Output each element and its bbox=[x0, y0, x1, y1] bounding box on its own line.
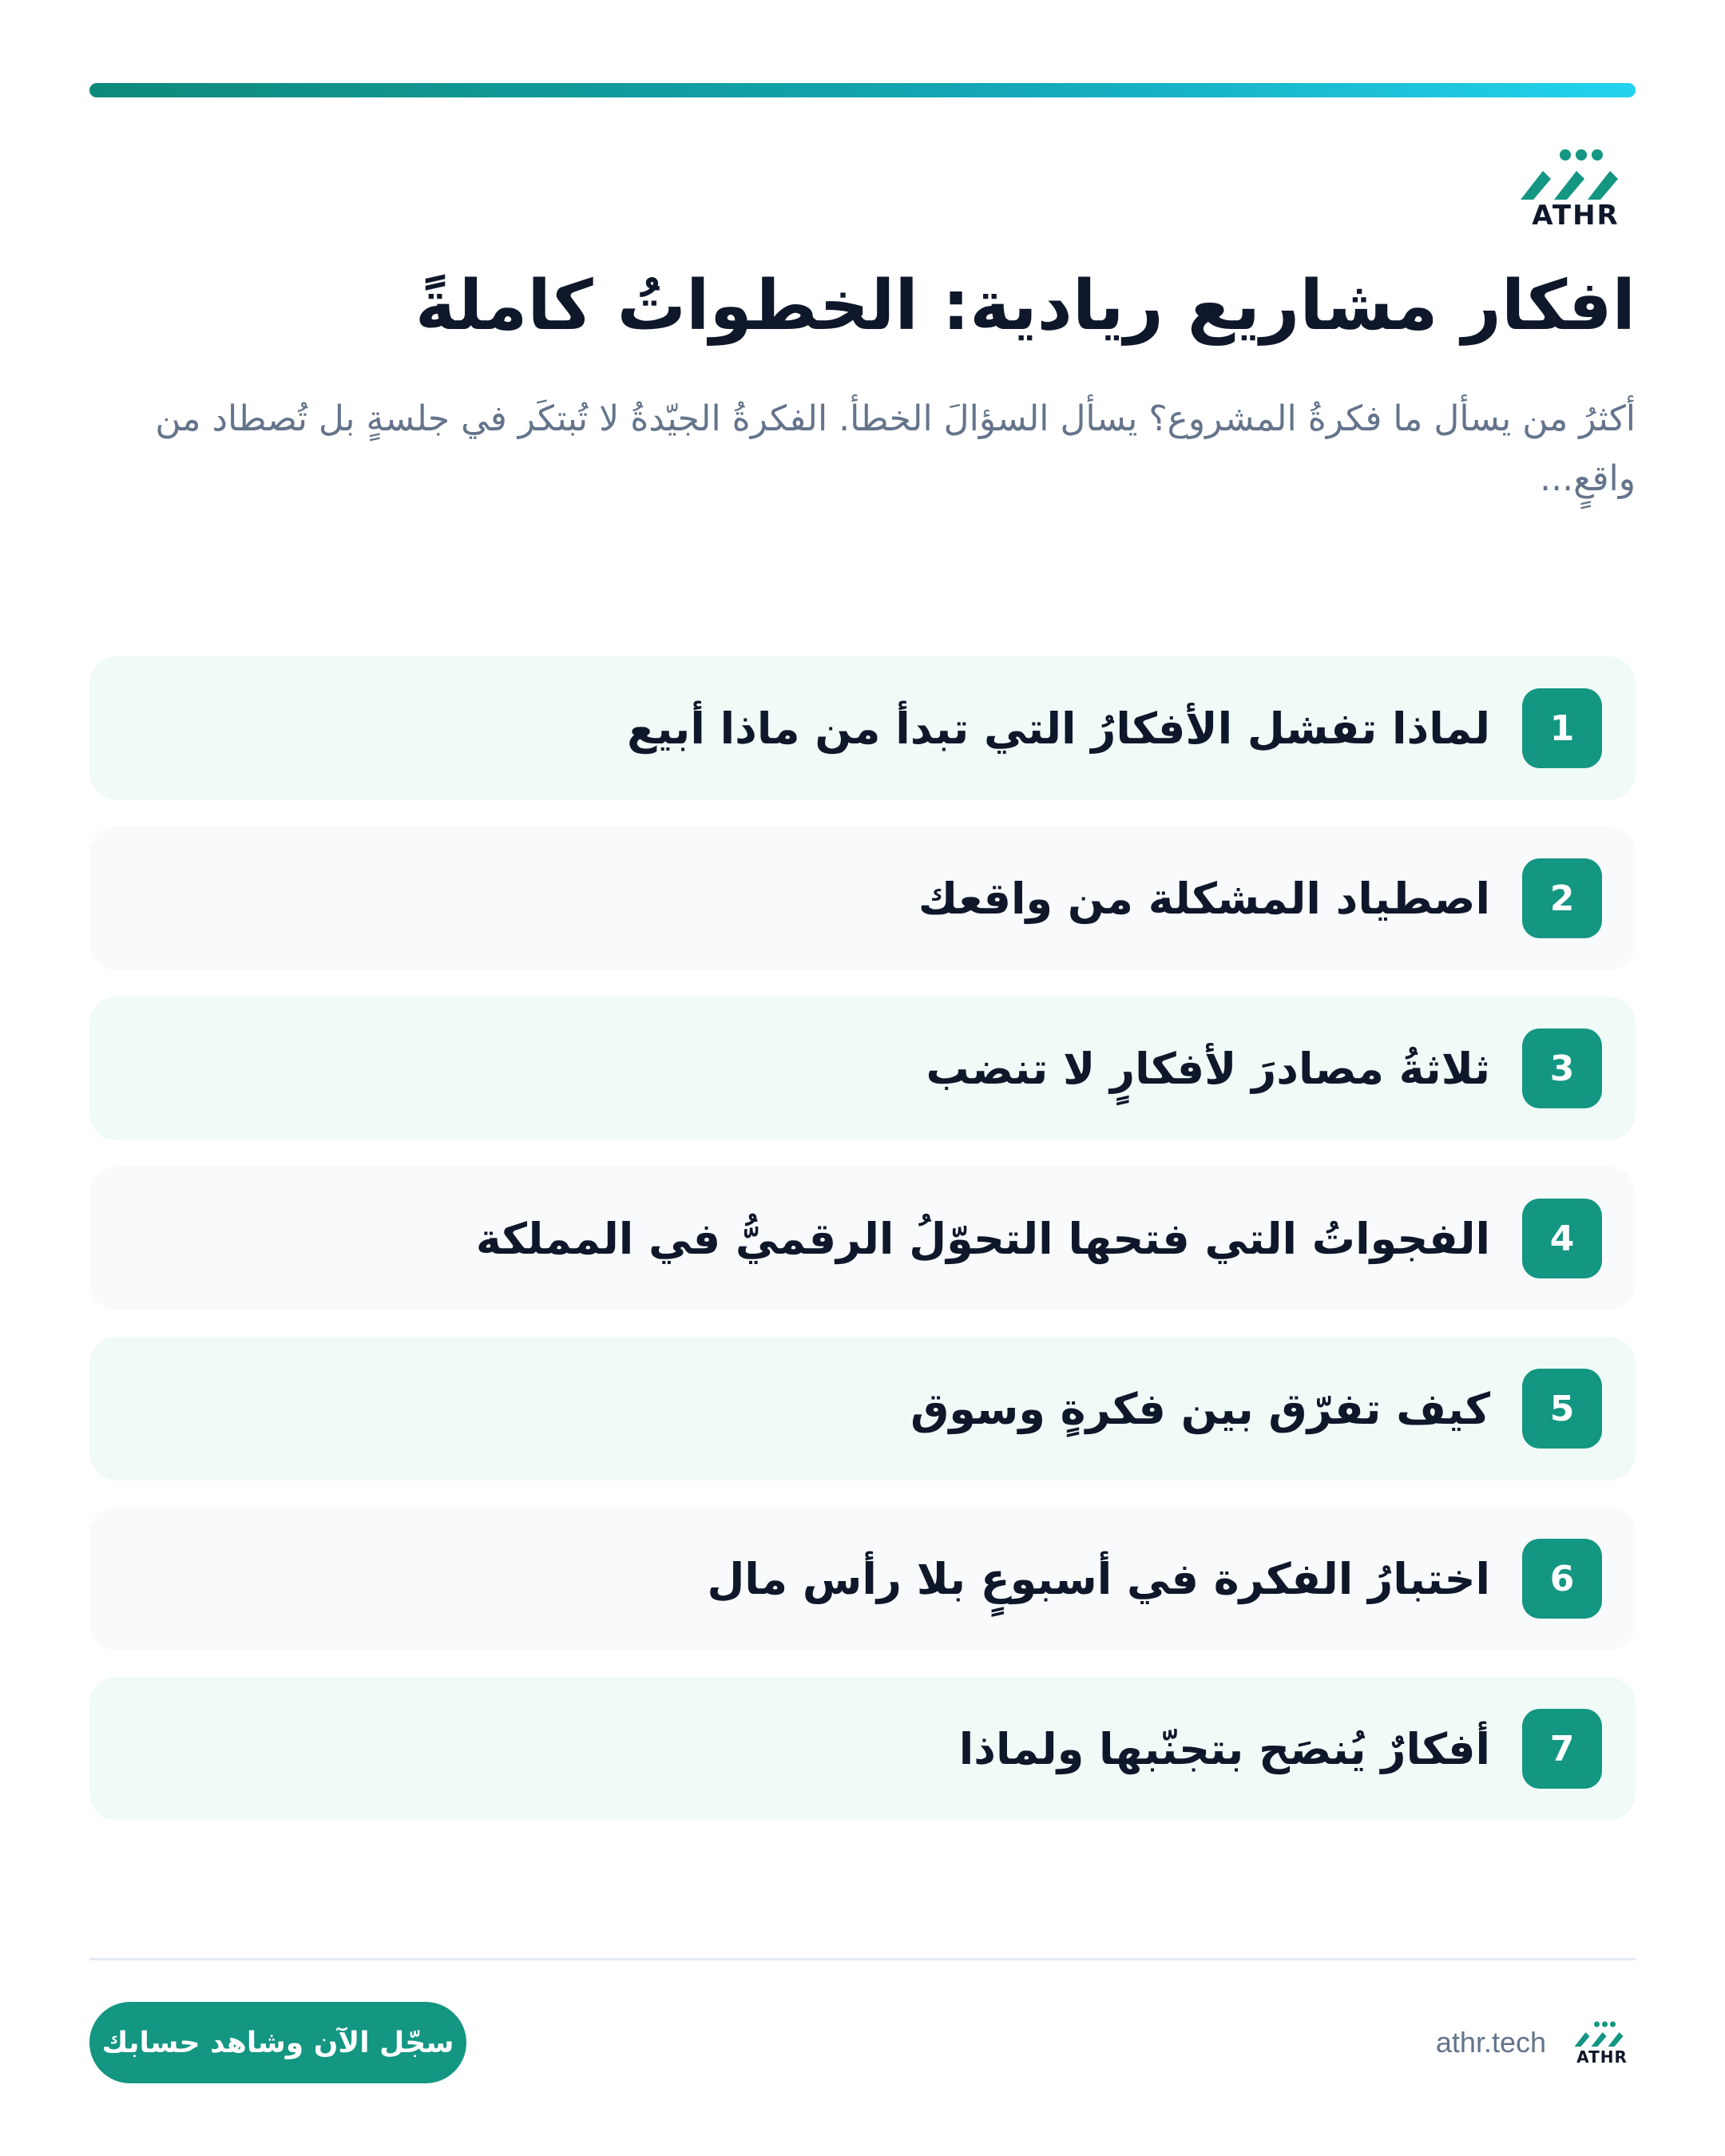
step-label: الفجواتُ التي فتحها التحوّلُ الرقميُّ في المملكة bbox=[475, 1213, 1490, 1264]
step-number-badge: 4 bbox=[1522, 1199, 1602, 1278]
step-label: لماذا تفشل الأفكارُ التي تبدأ من ماذا أبيع bbox=[627, 703, 1490, 754]
step-number-badge: 7 bbox=[1522, 1709, 1602, 1789]
athr-logo bbox=[1516, 144, 1636, 232]
step-item[interactable] bbox=[89, 826, 1636, 970]
step-item[interactable] bbox=[89, 1337, 1636, 1480]
footer-athr-logo bbox=[1568, 2019, 1636, 2067]
step-label: اختبارُ الفكرة في أسبوعٍ بلا رأس مال bbox=[707, 1553, 1490, 1604]
steps-list bbox=[89, 656, 1636, 1847]
step-number-badge: 6 bbox=[1522, 1539, 1602, 1619]
step-label: كيف تفرّق بين فكرةٍ وسوق bbox=[910, 1383, 1490, 1434]
step-number-badge: 2 bbox=[1522, 858, 1602, 938]
top-accent-bar bbox=[89, 83, 1636, 97]
footer-divider bbox=[89, 1958, 1636, 1960]
step-item[interactable] bbox=[89, 1507, 1636, 1651]
footer-logo-wordmark: ATHR bbox=[1576, 2047, 1628, 2067]
logo-wordmark: ATHR bbox=[1532, 200, 1620, 232]
step-number-badge: 1 bbox=[1522, 688, 1602, 768]
step-number-badge: 3 bbox=[1522, 1028, 1602, 1108]
footer-url-link[interactable]: athr.tech bbox=[1435, 2026, 1546, 2059]
signup-cta-button[interactable]: سجّل الآن وشاهد حسابك bbox=[89, 2002, 466, 2083]
step-item[interactable] bbox=[89, 1167, 1636, 1310]
step-label: اصطياد المشكلة من واقعك bbox=[918, 873, 1490, 924]
step-item[interactable] bbox=[89, 997, 1636, 1140]
page-title: افكار مشاريع ريادية: الخطواتُ كاملةً bbox=[414, 266, 1636, 346]
step-item[interactable] bbox=[89, 1677, 1636, 1821]
step-label: ثلاثةُ مصادرَ لأفكارٍ لا تنضب bbox=[926, 1043, 1490, 1094]
step-number-badge: 5 bbox=[1522, 1369, 1602, 1449]
page-subtitle: أكثرُ من يسأل ما فكرةُ المشروع؟ يسأل السؤالَ الخطأ. الفكرةُ الجيّدةُ لا تُبتكَر في جلسةٍ بل تُصطاد من واقعٍ... bbox=[155, 398, 1636, 499]
step-label: أفكارٌ يُنصَح بتجنّبها ولماذا bbox=[958, 1723, 1490, 1774]
step-item[interactable] bbox=[89, 656, 1636, 800]
footer-brand bbox=[1436, 2019, 1636, 2067]
